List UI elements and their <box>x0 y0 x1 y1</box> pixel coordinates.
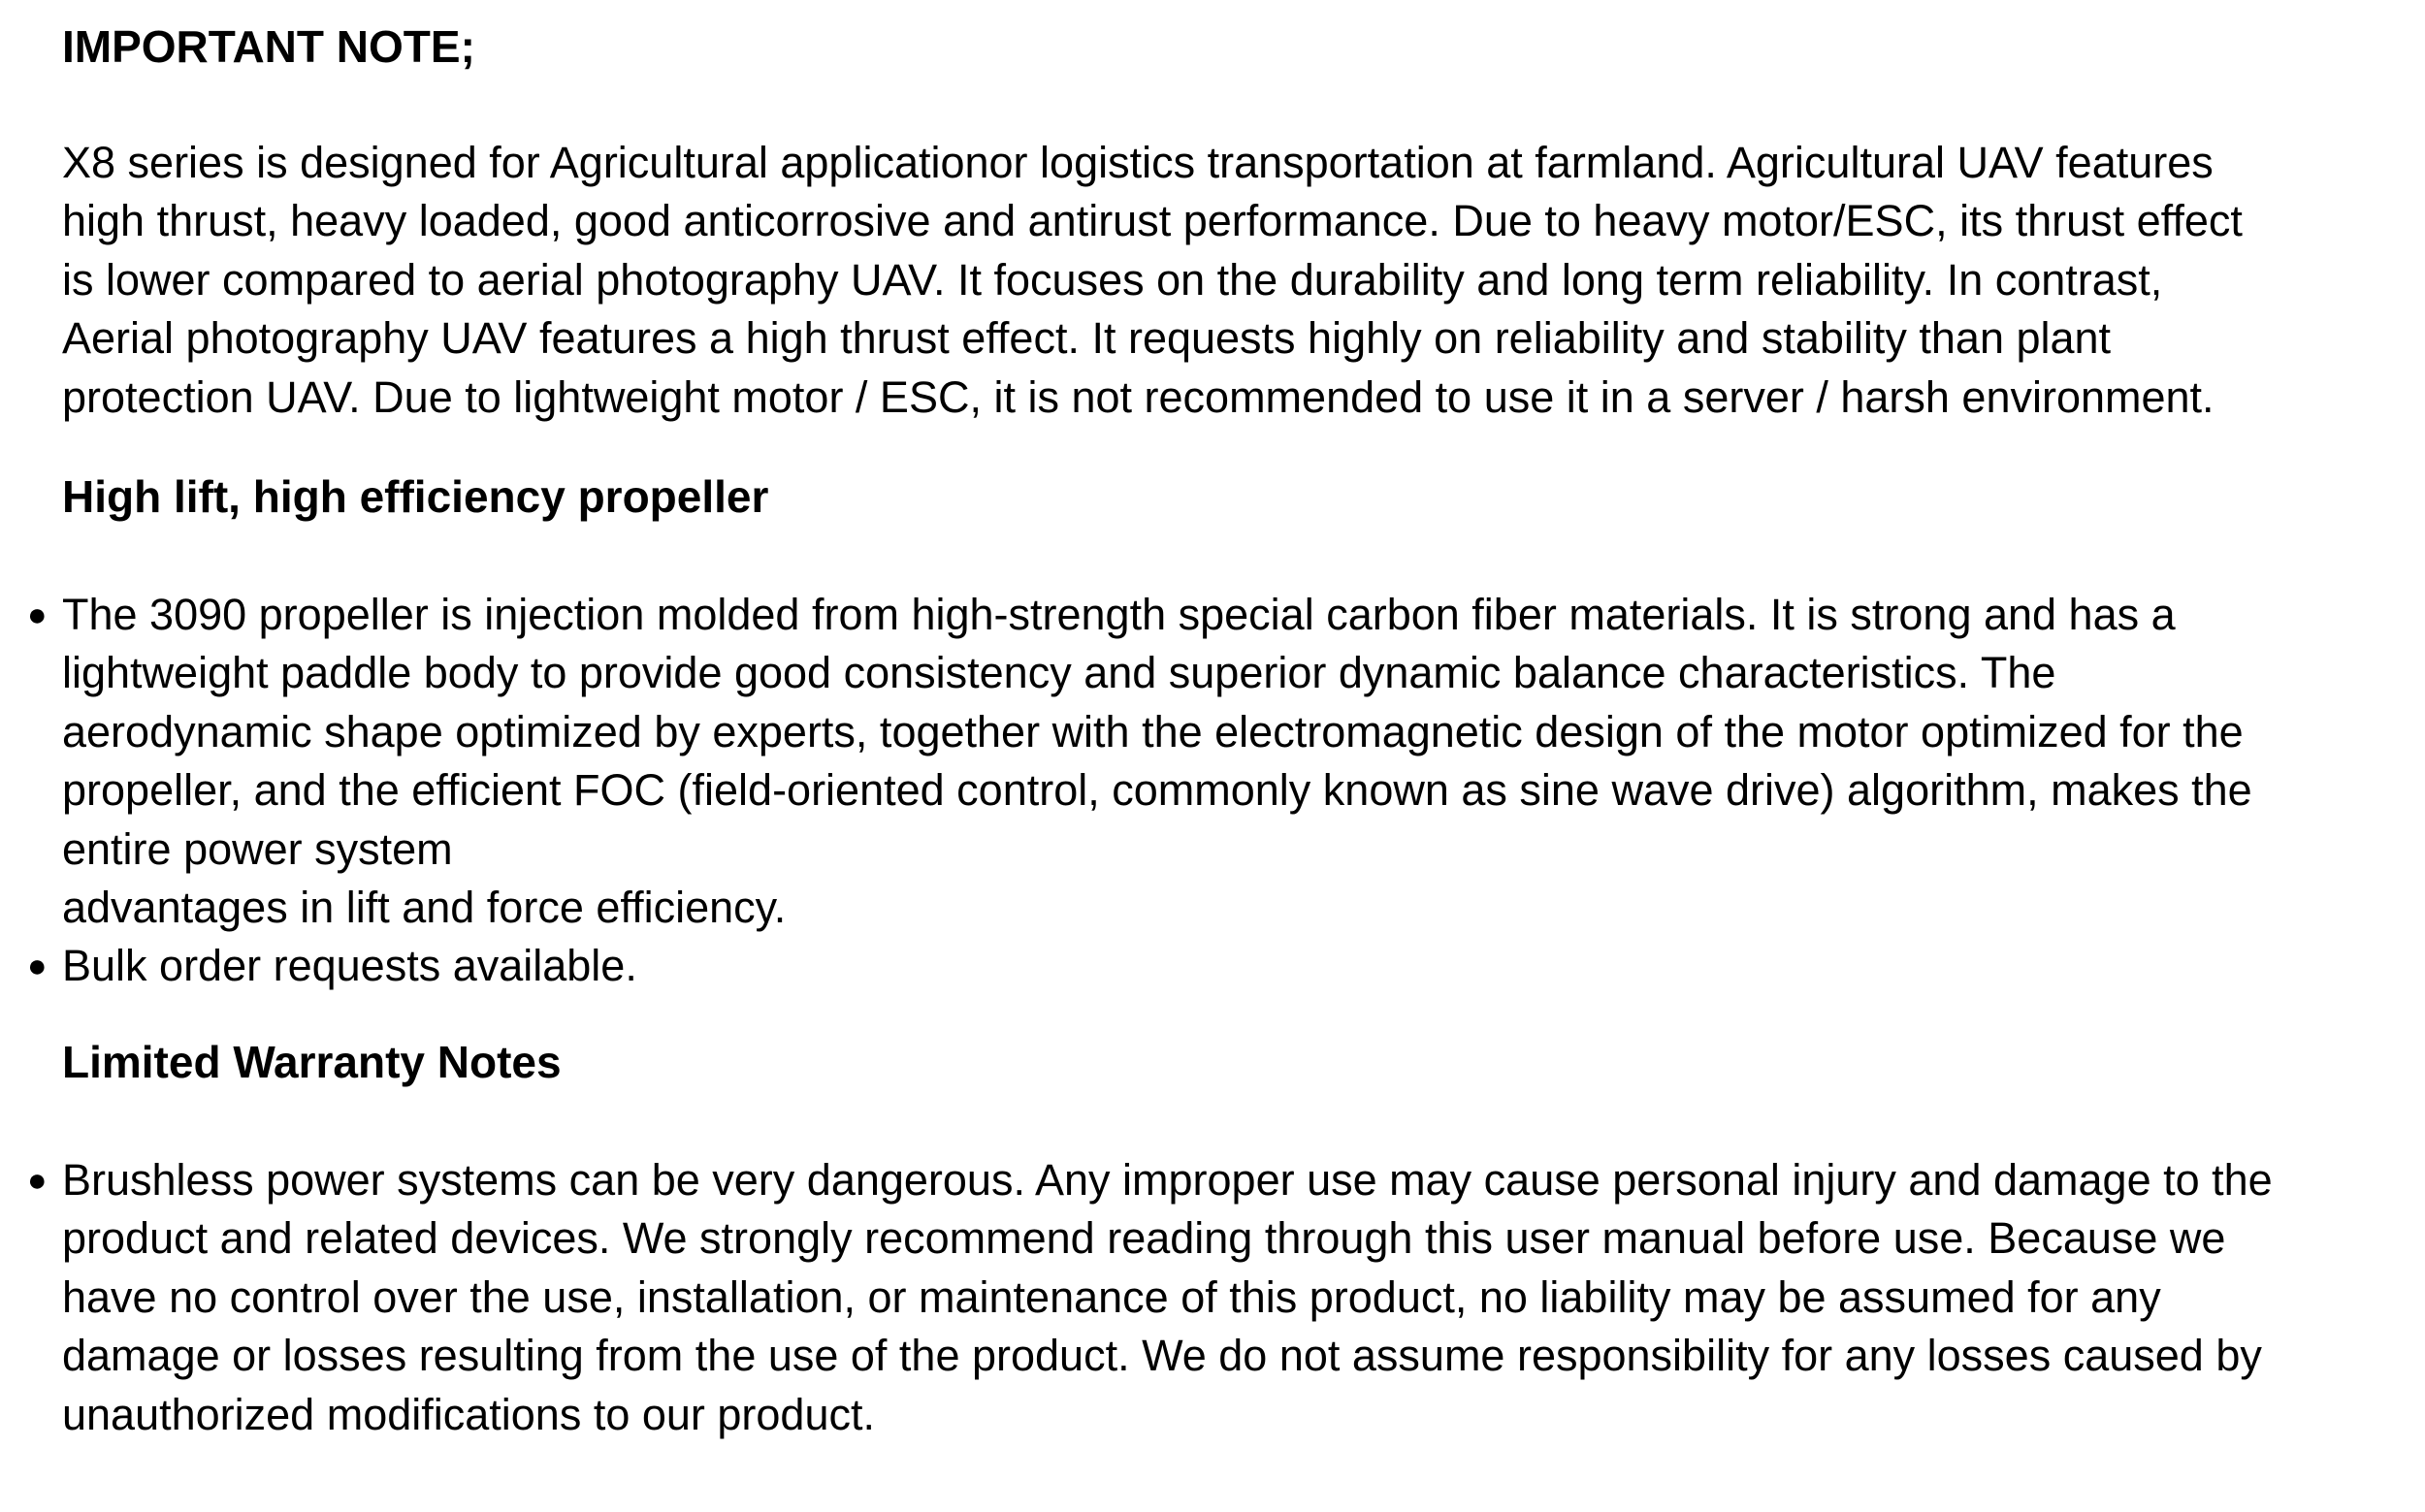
list-item-line: damage or losses resulting from the use of the product. We do not assume responsibility for any losses caused by <box>62 1331 2262 1381</box>
document-body <box>27 17 2419 1444</box>
list-item-line: Brushless power systems can be very dangerous. Any improper use may cause personal injury and damage to the <box>62 1154 2273 1205</box>
list-item-line: product and related devices. We strongly recommend reading through this user manual before use. Because we <box>62 1213 2226 1264</box>
list-item <box>27 937 2419 995</box>
important-note-paragraph <box>62 134 2419 427</box>
paragraph-line: is lower compared to aerial photography UAV. It focuses on the durability and long term reliability. In contrast, <box>62 254 2163 305</box>
list-item-line: aerodynamic shape optimized by experts, together with the electromagnetic design of the motor optimized for the <box>62 706 2244 756</box>
important-note-heading: IMPORTANT NOTE; <box>62 21 475 72</box>
list-item-line: have no control over the use, installation, or maintenance of this product, no liability may be assumed for any <box>62 1271 2161 1322</box>
paragraph-line: high thrust, heavy loaded, good anticorrosive and antirust performance. Due to heavy motor/ESC, its thrust effect <box>62 196 2243 246</box>
list-item-line: entire power system <box>62 823 453 874</box>
list-item-line: unauthorized modifications to our product. <box>62 1389 875 1439</box>
paragraph-line: X8 series is designed for Agricultural applicationor logistics transportation at farmland. Agricultural UAV features <box>62 138 2214 187</box>
propeller-heading: High lift, high efficiency propeller <box>62 471 769 523</box>
list-item-line: Bulk order requests available. <box>62 941 637 991</box>
propeller-bullet-list <box>27 586 2419 996</box>
list-item <box>27 1151 2419 1444</box>
list-item-line: lightweight paddle body to provide good consistency and superior dynamic balance characteristics. The <box>62 648 2056 698</box>
paragraph-line: protection UAV. Due to lightweight motor / ESC, it is not recommended to use it in a server / harsh environment. <box>62 371 2215 422</box>
list-item <box>27 586 2419 937</box>
list-item-line: propeller, and the efficient FOC (field-oriented control, commonly known as sine wave drive) algorithm, makes the <box>62 765 2252 816</box>
list-item-line: The 3090 propeller is injection molded from high-strength special carbon fiber materials. It is strong and has a <box>62 590 2176 640</box>
bullet-icon: ● <box>27 596 48 634</box>
bullet-icon: ● <box>27 1161 48 1199</box>
warranty-bullet-list <box>27 1151 2419 1444</box>
warranty-heading: Limited Warranty Notes <box>62 1036 562 1087</box>
paragraph-line: Aerial photography UAV features a high thrust effect. It requests highly on reliability and stability than plant <box>62 313 2112 364</box>
bullet-icon: ● <box>27 948 48 985</box>
list-item-line: advantages in lift and force efficiency. <box>62 883 787 933</box>
